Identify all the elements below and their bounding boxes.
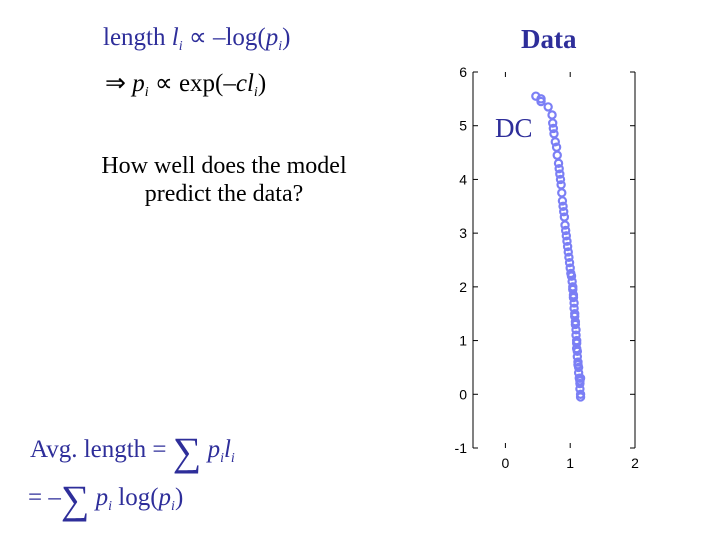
y-tick-label: 0 [459,386,467,403]
length-subscript: i [178,39,183,54]
axes-frame [473,72,635,448]
chart-title: Data [521,24,577,54]
prob-subscript: i [278,39,283,54]
prob-variable: p [265,24,279,51]
length-word: length [103,24,166,51]
y-tick-label: 3 [459,225,467,242]
prob-subscript: i [220,451,224,466]
close-paren: ) [282,24,291,51]
chart-annotation-dc: DC [495,113,533,143]
model-question: How well does the model predict the data? [101,153,347,207]
x-tick-label: 2 [631,455,639,471]
data-point [553,144,560,151]
prob-variable: p [95,484,109,511]
y-tick-label: 4 [459,171,467,188]
y-tick-label: 2 [459,278,467,295]
exp-part: ∝ exp(– [154,70,236,97]
prob-subscript-2: i [171,499,175,514]
data-point [548,111,555,118]
equals-minus: = – [28,484,61,511]
data-point [558,189,565,196]
prob-subscript: i [144,85,149,100]
cl-subscript: i [253,85,258,100]
avg-label: Avg. length = [30,436,167,463]
data-point [561,213,568,220]
data-point [545,103,552,110]
log-part: log( [118,484,159,511]
data-point [550,130,557,137]
tick-marks [473,72,635,448]
data-point [558,181,565,188]
tick-labels [455,64,640,471]
y-tick-label: -1 [454,440,467,456]
y-tick-label: 1 [459,332,467,349]
y-tick-label: 5 [459,117,467,134]
prob-variable-2: p [158,484,172,511]
implies-arrow: ⇒ [105,70,126,97]
length-variable: l [171,24,179,51]
data-point [554,152,561,159]
x-tick-label: 0 [501,455,510,471]
sum-symbol: ∑ [172,429,202,474]
prob-variable: p [207,436,221,463]
data-points [532,93,584,401]
cl-variable: cl [235,70,254,97]
length-variable: l [223,436,231,463]
length-subscript: i [230,451,235,466]
close-paren: ) [257,70,267,97]
close-paren: ) [174,484,184,511]
prob-variable: p [132,70,145,97]
x-tick-label: 1 [566,455,575,471]
sum-symbol: ∑ [60,477,90,522]
prob-subscript: i [108,499,113,514]
neg-log-part: ∝ –log( [188,24,266,51]
y-tick-label: 6 [459,64,467,80]
